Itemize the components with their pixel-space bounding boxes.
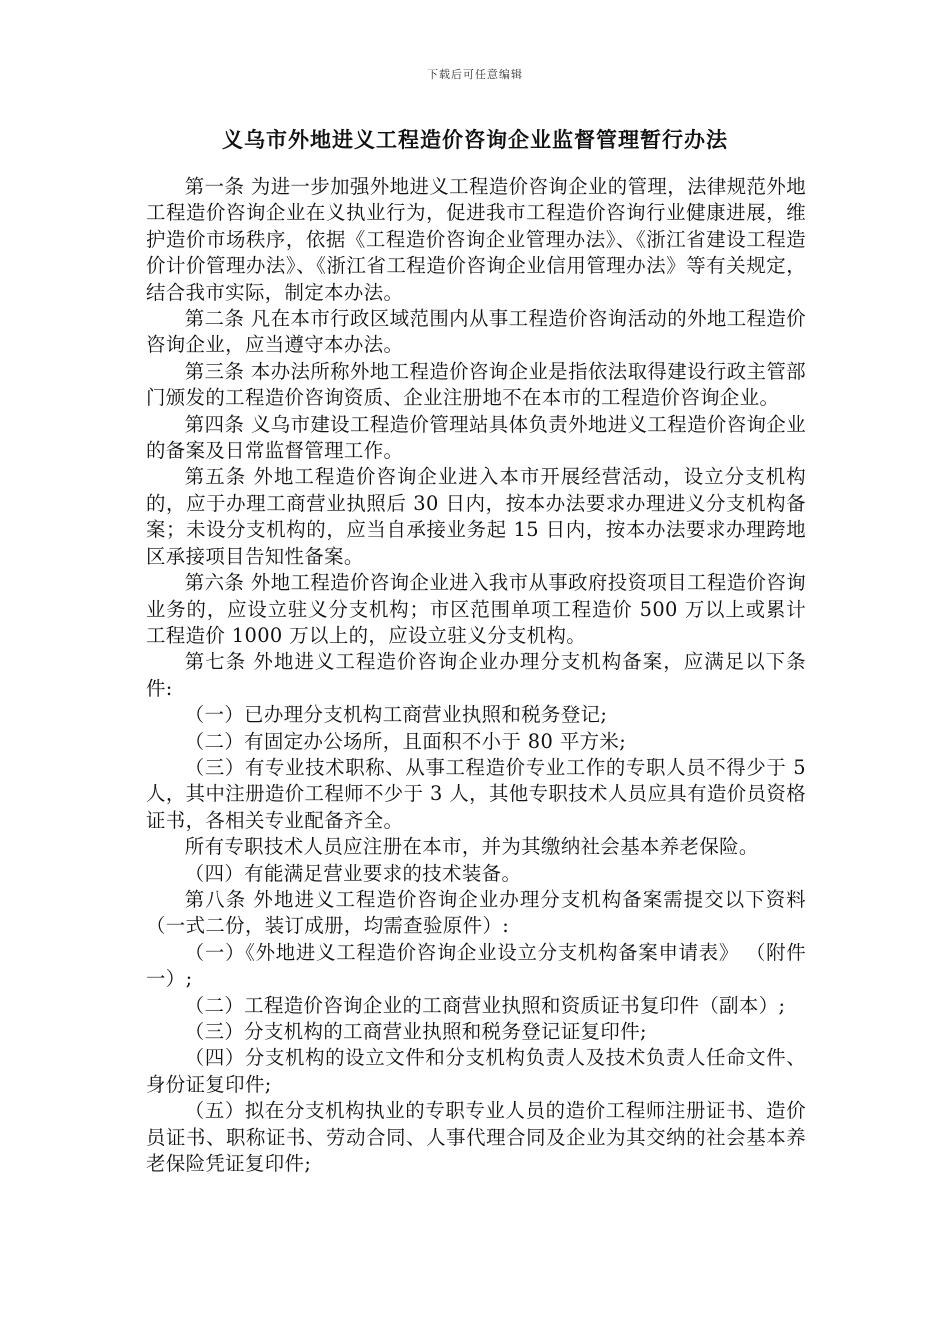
header-note: 下载后可任意编辑 [427, 68, 523, 81]
paragraph-article-7-item-3: （三）有专业技术职称、从事工程造价专业工作的专职人员不得少于 5 人，其中注册造价工程师不少于 3 人，其他专职技术人员应具有造价员资格证书，各相关专业配备齐全。 [146, 755, 806, 832]
paragraph-article-8: 第八条 外地进义工程造价咨询企业办理分支机构备案需提交以下资料（一式二份，装订成册，均需查验原件）: [146, 887, 806, 938]
paragraph-article-8-item-4: （四）分支机构的设立文件和分支机构负责人及技术负责人任命文件、身份证复印件; [146, 1046, 806, 1096]
paragraph-article-4: 第四条 义乌市建设工程造价管理站具体负责外地进义工程造价咨询企业的备案及日常监督管理工作。 [146, 412, 806, 463]
paragraph-article-2: 第二条 凡在本市行政区域范围内从事工程造价咨询活动的外地工程造价咨询企业，应当遵守本办法。 [146, 307, 806, 357]
paragraph-article-7: 第七条 外地进义工程造价咨询企业办理分支机构备案，应满足以下条件: [146, 650, 806, 700]
paragraph-article-7-note: 所有专职技术人员应注册在本市，并为其缴纳社会基本养老保险。 [184, 835, 759, 859]
paragraph-article-1: 第一条 为进一步加强外地进义工程造价咨询企业的管理，法律规范外地工程造价咨询企业在义执业行为，促进我市工程造价咨询行业健康进展，维护造价市场秩序，依据《工程造价咨询企业管理办法》、《浙江省建设工程造价计价管理办法》、《浙江省工程造价咨询企业信用管理办法》等有关规定，结合我市实际，制定本办法。 [146, 175, 806, 304]
paragraph-article-7-item-1: （一）已办理分支机构工商营业执照和税务登记; [184, 703, 608, 727]
paragraph-article-8-item-3: （三）分支机构的工商营业执照和税务登记证复印件; [184, 1020, 647, 1043]
paragraph-article-3: 第三条 本办法所称外地工程造价咨询企业是指依法取得建设行政主管部门颁发的工程造价咨询资质、企业注册地不在本市的工程造价咨询企业。 [146, 359, 806, 410]
document-title: 义乌市外地进义工程造价咨询企业监督管理暂行办法 [222, 127, 728, 152]
paragraph-article-8-item-1: （一）《外地进义工程造价咨询企业设立分支机构备案申请表》 （附件一）; [146, 940, 806, 991]
paragraph-article-5: 第五条 外地工程造价咨询企业进入本市开展经营活动，设立分支机构的，应于办理工商营业执照后 30 日内，按本办法要求办理进义分支机构备案；未设分支机构的，应当自承接业务起 15 日内，按本办法要求办理跨地区承接项目告知性备案。 [146, 465, 806, 568]
paragraph-article-6: 第六条 外地工程造价咨询企业进入我市从事政府投资项目工程造价咨询业务的，应设立驻义分支机构；市区范围单项工程造价 500 万以上或累计工程造价 1000 万以上的，应设立驻义分支机构。 [146, 571, 806, 647]
document-body [146, 174, 806, 1177]
paragraph-article-7-item-2: （二）有固定办公场所，且面积不小于 80 平方米; [184, 729, 627, 753]
paragraph-article-8-item-5: （五）拟在分支机构执业的专职专业人员的造价工程师注册证书、造价员证书、职称证书、劳动合同、人事代理合同及企业为其交纳的社会基本养老保险凭证复印件; [146, 1099, 806, 1176]
paragraph-article-7-item-4: （四）有能满足营业要求的技术装备。 [184, 861, 522, 885]
paragraph-article-8-item-2: （二）工程造价咨询企业的工商营业执照和资质证书复印件（副本）; [184, 993, 786, 1017]
